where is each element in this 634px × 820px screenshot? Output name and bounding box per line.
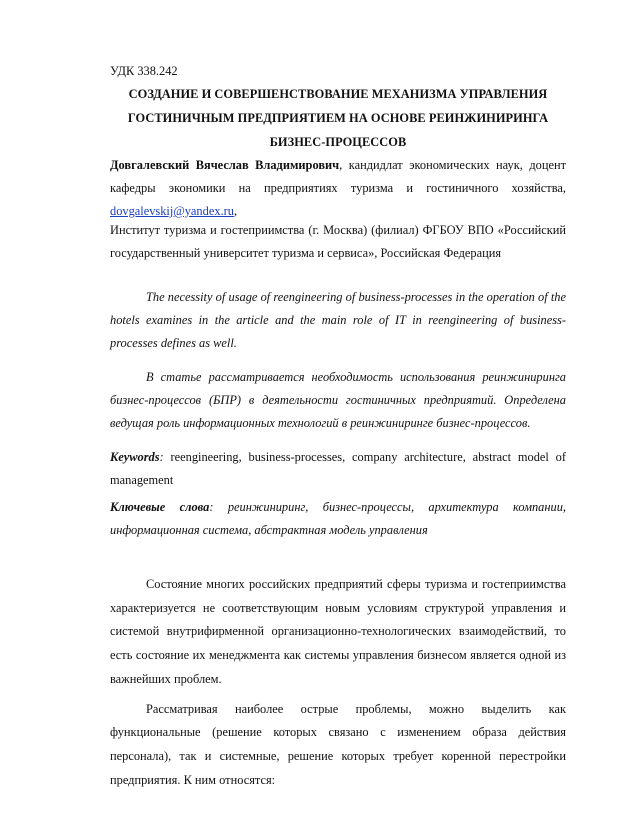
keywords-russian xyxy=(110,496,566,542)
abstract-english-text: The necessity of usage of reengineering of business-processes in the operation of the hotels examines in the article and the main role of IT in reengineering of business-processes defines as well. xyxy=(110,290,566,350)
abstract-english xyxy=(110,286,566,355)
keywords-russian-sep: : xyxy=(209,500,214,514)
title-line-1: СОЗДАНИЕ И СОВЕРШЕНСТВОВАНИЕ МЕХАНИЗМА УПРАВЛЕНИЯ xyxy=(128,87,548,101)
abstract-russian xyxy=(110,366,566,435)
keywords-english-label: Keywords xyxy=(110,450,160,464)
keywords-english-sep: : xyxy=(159,450,164,464)
author-info xyxy=(110,154,566,223)
body-paragraph-1: Состояние многих российских предприятий сферы туризма и гостеприимства характеризуется не соответствующим новым условиям структурой управления и системой внутрифирменной организационно-технологических взаимодействий, то есть состояние их менеджмента как системы управления бизнесом является одной из важнейших проблем. xyxy=(110,577,566,686)
keywords-english xyxy=(110,446,566,492)
abstract-russian-text: В статье рассматривается необходимость использования реинжиниринга бизнес-процессов (БПР) в деятельности гостиничных предприятий. Определена ведущая роль информационных технологий в реинжиниринге бизнес-процессов. xyxy=(110,370,566,430)
keywords-russian-label: Ключевые слова xyxy=(110,500,210,514)
paper-title xyxy=(110,82,566,154)
author-email-tail: , xyxy=(233,204,238,218)
title-line-3: БИЗНЕС-ПРОЦЕССОВ xyxy=(269,135,407,149)
title-line-2: ГОСТИНИЧНЫМ ПРЕДПРИЯТИЕМ НА ОСНОВЕ РЕИНЖИНИРИНГА xyxy=(127,111,549,125)
body-paragraph-2: Рассматривая наиболее острые проблемы, можно выделить как функциональные (решение которых связано с изменением образа действия персонала), так и системные, решение которых требует коренной перестройки предприятия. К ним относятся: xyxy=(110,701,566,787)
author-position: , кандидлат экономических наук, доцент кафедры экономики на предприятиях туризма и гостиничного хозяйства, xyxy=(110,158,566,195)
author-affiliation: Институт туризма и гостеприимства (г. Москва) (филиал) ФГБОУ ВПО «Российский государственный университет туризма и сервиса», Российская Федерация xyxy=(110,223,566,260)
keywords-russian-text: реинжиниринг, бизнес-процессы, архитектура компании, информационная система, абстрактная модель управления xyxy=(110,500,567,537)
author-email-link[interactable]: dovgalevskij@yandex.ru xyxy=(110,204,234,218)
udk-code: УДК 338.242 xyxy=(110,64,178,78)
body-text xyxy=(110,573,566,792)
author-name: Довгалевский Вячеслав Владимирович xyxy=(110,158,340,172)
keywords-english-text: reengineering, business-processes, company architecture, abstract model of management xyxy=(110,450,566,487)
